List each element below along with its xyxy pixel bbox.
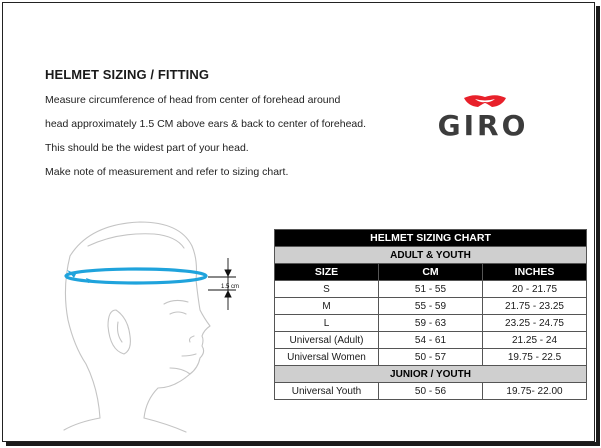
table-row (275, 383, 587, 400)
instruction-line: head approximately 1.5 CM above ears & back to center of forehead. (45, 118, 367, 130)
size-cell: Universal (Adult) (275, 332, 379, 349)
table-row (275, 332, 587, 349)
cm-cell: 50 - 57 (379, 349, 483, 366)
table-row (275, 298, 587, 315)
cm-cell: 51 - 55 (379, 281, 483, 298)
size-cell: M (275, 298, 379, 315)
section-header-junior: JUNIOR / YOUTH (275, 366, 587, 383)
instruction-line: Measure circumference of head from center of forehead around (45, 94, 341, 106)
inches-cell: 19.75- 22.00 (483, 383, 587, 400)
cm-cell: 54 - 61 (379, 332, 483, 349)
size-cell: Universal Women (275, 349, 379, 366)
column-header-row (275, 264, 587, 281)
card-shadow-bottom (6, 442, 600, 446)
column-header-size: SIZE (275, 264, 379, 281)
measure-label: 1.5 cm (221, 284, 240, 290)
section-header-adult: ADULT & YOUTH (275, 247, 587, 264)
inches-cell: 23.25 - 24.75 (483, 315, 587, 332)
instruction-line: Make note of measurement and refer to sizing chart. (45, 166, 289, 178)
inches-cell: 20 - 21.75 (483, 281, 587, 298)
chart-title: HELMET SIZING CHART (275, 230, 587, 247)
size-cell: Universal Youth (275, 383, 379, 400)
instruction-line: This should be the widest part of your head. (45, 142, 249, 154)
measure-arrow-down-icon (225, 270, 231, 276)
inches-cell: 21.75 - 23.25 (483, 298, 587, 315)
measuring-band (66, 269, 206, 283)
inches-cell: 21.25 - 24 (483, 332, 587, 349)
column-header-inches: INCHES (483, 264, 587, 281)
table-row (275, 349, 587, 366)
head-illustration (58, 218, 258, 433)
page-title: HELMET SIZING / FITTING (45, 67, 210, 82)
cm-cell: 55 - 59 (379, 298, 483, 315)
column-header-cm: CM (379, 264, 483, 281)
card-shadow-right (596, 6, 600, 444)
table-row (275, 281, 587, 298)
inches-cell: 19.75 - 22.5 (483, 349, 587, 366)
giro-logo (430, 92, 540, 144)
measure-arrow-up-icon (225, 291, 231, 297)
size-cell: S (275, 281, 379, 298)
size-cell: L (275, 315, 379, 332)
logo-wordmark: GIRO (437, 109, 529, 142)
cm-cell: 59 - 63 (379, 315, 483, 332)
sizing-chart (274, 229, 587, 400)
cm-cell: 50 - 56 (379, 383, 483, 400)
table-row (275, 315, 587, 332)
